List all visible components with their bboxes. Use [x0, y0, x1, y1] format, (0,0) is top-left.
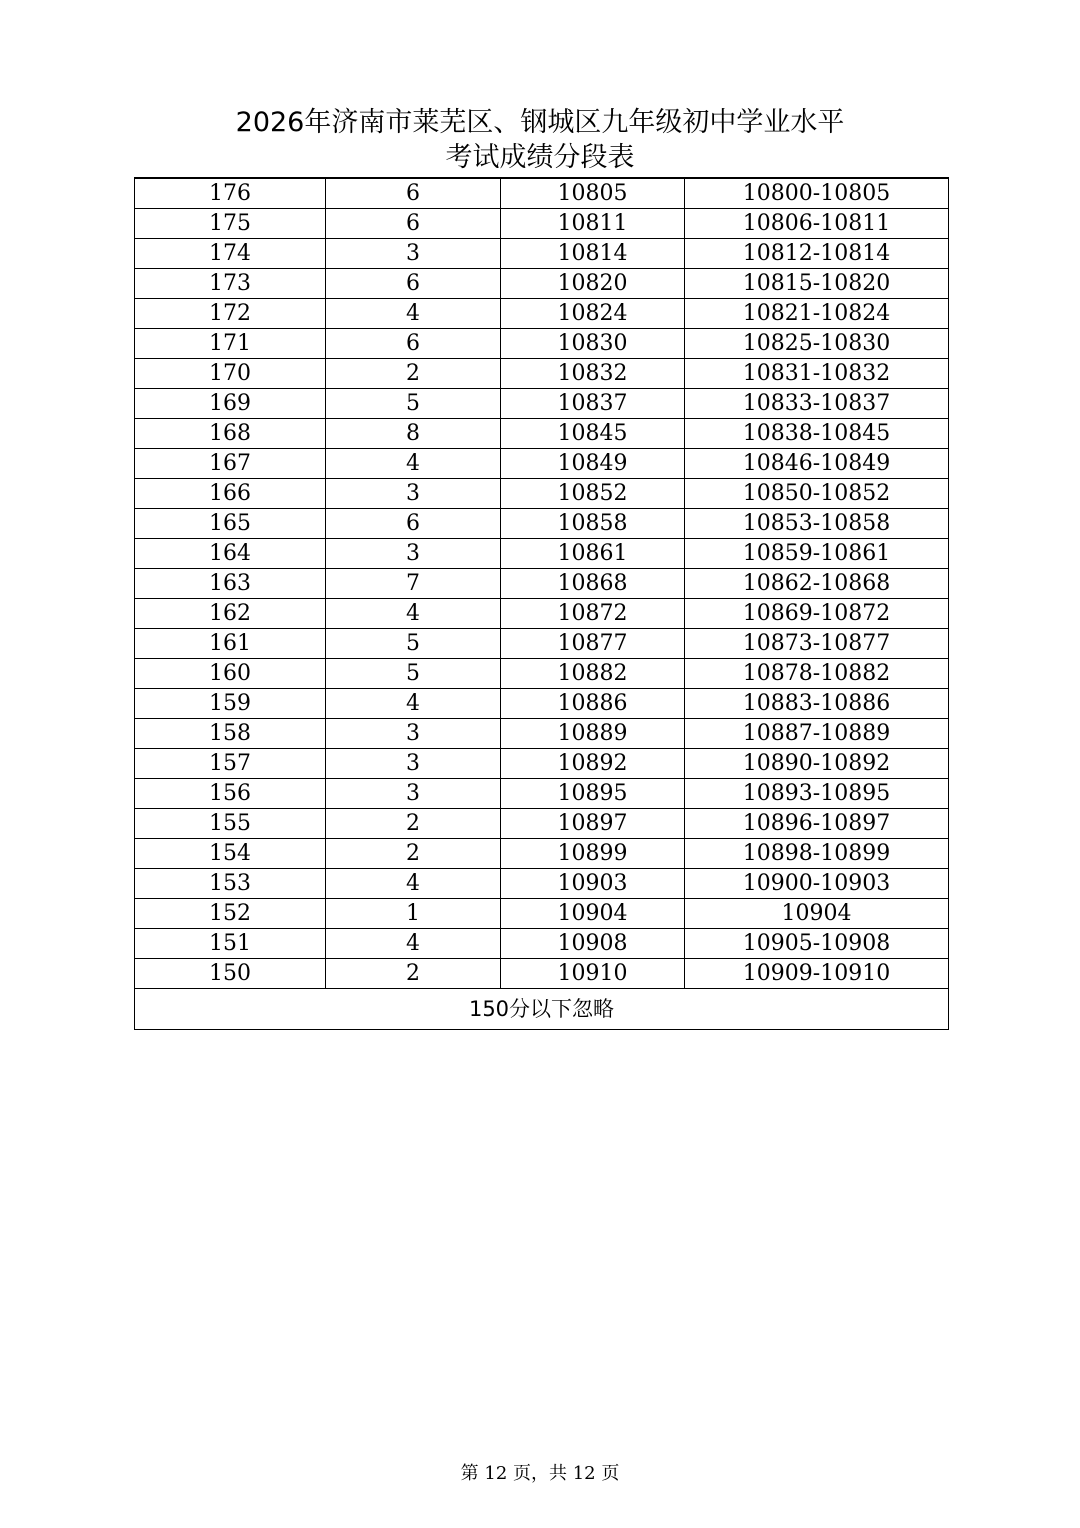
score-cell: 161 — [135, 629, 326, 659]
table-row — [135, 509, 949, 539]
count-cell: 4 — [326, 449, 501, 479]
cumulative-count-cell: 10904 — [501, 899, 685, 929]
rank-range-cell: 10898-10899 — [685, 839, 949, 869]
cumulative-count-cell: 10910 — [501, 959, 685, 989]
rank-range-cell: 10800-10805 — [685, 178, 949, 209]
score-cell: 168 — [135, 419, 326, 449]
table-row — [135, 599, 949, 629]
table-footnote: 150分以下忽略 — [135, 989, 949, 1030]
cumulative-count-cell: 10852 — [501, 479, 685, 509]
score-cell: 171 — [135, 329, 326, 359]
cumulative-count-cell: 10832 — [501, 359, 685, 389]
cumulative-count-cell: 10877 — [501, 629, 685, 659]
table-row — [135, 178, 949, 209]
rank-range-cell: 10846-10849 — [685, 449, 949, 479]
table-row — [135, 299, 949, 329]
count-cell: 5 — [326, 629, 501, 659]
cumulative-count-cell: 10858 — [501, 509, 685, 539]
cumulative-count-cell: 10897 — [501, 809, 685, 839]
count-cell: 1 — [326, 899, 501, 929]
count-cell: 6 — [326, 269, 501, 299]
table-row — [135, 749, 949, 779]
count-cell: 6 — [326, 329, 501, 359]
rank-range-cell: 10896-10897 — [685, 809, 949, 839]
count-cell: 8 — [326, 419, 501, 449]
rank-range-cell: 10900-10903 — [685, 869, 949, 899]
count-cell: 4 — [326, 929, 501, 959]
table-row — [135, 779, 949, 809]
cumulative-count-cell: 10824 — [501, 299, 685, 329]
count-cell: 2 — [326, 839, 501, 869]
cumulative-count-cell: 10837 — [501, 389, 685, 419]
table-body — [135, 178, 949, 1030]
rank-range-cell: 10812-10814 — [685, 239, 949, 269]
rank-range-cell: 10821-10824 — [685, 299, 949, 329]
score-cell: 152 — [135, 899, 326, 929]
cumulative-count-cell: 10908 — [501, 929, 685, 959]
count-cell: 3 — [326, 479, 501, 509]
count-cell: 3 — [326, 719, 501, 749]
table-row — [135, 809, 949, 839]
score-cell: 164 — [135, 539, 326, 569]
score-cell: 172 — [135, 299, 326, 329]
score-cell: 151 — [135, 929, 326, 959]
cumulative-count-cell: 10820 — [501, 269, 685, 299]
rank-range-cell: 10825-10830 — [685, 329, 949, 359]
rank-range-cell: 10833-10837 — [685, 389, 949, 419]
count-cell: 4 — [326, 689, 501, 719]
table-row — [135, 689, 949, 719]
cumulative-count-cell: 10899 — [501, 839, 685, 869]
count-cell: 5 — [326, 659, 501, 689]
rank-range-cell: 10873-10877 — [685, 629, 949, 659]
rank-range-cell: 10838-10845 — [685, 419, 949, 449]
rank-range-cell: 10883-10886 — [685, 689, 949, 719]
cumulative-count-cell: 10892 — [501, 749, 685, 779]
table-row — [135, 869, 949, 899]
cumulative-count-cell: 10895 — [501, 779, 685, 809]
rank-range-cell: 10859-10861 — [685, 539, 949, 569]
score-cell: 160 — [135, 659, 326, 689]
table-row — [135, 479, 949, 509]
document-title-line-2: 考试成绩分段表 — [445, 142, 635, 173]
count-cell: 5 — [326, 389, 501, 419]
rank-range-cell: 10909-10910 — [685, 959, 949, 989]
table-row — [135, 329, 949, 359]
cumulative-count-cell: 10814 — [501, 239, 685, 269]
rank-range-cell: 10890-10892 — [685, 749, 949, 779]
cumulative-count-cell: 10882 — [501, 659, 685, 689]
rank-range-cell: 10850-10852 — [685, 479, 949, 509]
score-cell: 155 — [135, 809, 326, 839]
rank-range-cell: 10905-10908 — [685, 929, 949, 959]
cumulative-count-cell: 10868 — [501, 569, 685, 599]
rank-range-cell: 10878-10882 — [685, 659, 949, 689]
score-cell: 150 — [135, 959, 326, 989]
count-cell: 3 — [326, 239, 501, 269]
count-cell: 7 — [326, 569, 501, 599]
count-cell: 3 — [326, 779, 501, 809]
score-cell: 173 — [135, 269, 326, 299]
score-cell: 166 — [135, 479, 326, 509]
rank-range-cell: 10869-10872 — [685, 599, 949, 629]
table-row — [135, 839, 949, 869]
table-row — [135, 569, 949, 599]
score-cell: 167 — [135, 449, 326, 479]
table-row — [135, 659, 949, 689]
count-cell: 3 — [326, 749, 501, 779]
table-row — [135, 359, 949, 389]
rank-range-cell: 10806-10811 — [685, 209, 949, 239]
rank-range-cell: 10893-10895 — [685, 779, 949, 809]
page-number-footer: 第 12 页，共 12 页 — [460, 1463, 620, 1484]
table-row — [135, 449, 949, 479]
table-row — [135, 629, 949, 659]
rank-range-cell: 10862-10868 — [685, 569, 949, 599]
cumulative-count-cell: 10805 — [501, 178, 685, 209]
count-cell: 2 — [326, 359, 501, 389]
score-cell: 153 — [135, 869, 326, 899]
rank-range-cell: 10853-10858 — [685, 509, 949, 539]
rank-range-cell: 10831-10832 — [685, 359, 949, 389]
table-row — [135, 419, 949, 449]
score-cell: 170 — [135, 359, 326, 389]
score-cell: 159 — [135, 689, 326, 719]
score-cell: 175 — [135, 209, 326, 239]
table-row — [135, 389, 949, 419]
score-cell: 154 — [135, 839, 326, 869]
count-cell: 6 — [326, 209, 501, 239]
rank-range-cell: 10904 — [685, 899, 949, 929]
count-cell: 4 — [326, 869, 501, 899]
rank-range-cell: 10815-10820 — [685, 269, 949, 299]
score-cell: 176 — [135, 178, 326, 209]
table-row — [135, 959, 949, 989]
cumulative-count-cell: 10861 — [501, 539, 685, 569]
table-row — [135, 539, 949, 569]
table-footnote-row — [135, 989, 949, 1030]
table-row — [135, 269, 949, 299]
rank-range-cell: 10887-10889 — [685, 719, 949, 749]
count-cell: 6 — [326, 509, 501, 539]
cumulative-count-cell: 10830 — [501, 329, 685, 359]
document-title-line-1: 2026年济南市莱芜区、钢城区九年级初中学业水平 — [235, 107, 845, 138]
score-cell: 158 — [135, 719, 326, 749]
count-cell: 4 — [326, 599, 501, 629]
score-cell: 157 — [135, 749, 326, 779]
table-row — [135, 239, 949, 269]
score-cell: 174 — [135, 239, 326, 269]
count-cell: 2 — [326, 959, 501, 989]
cumulative-count-cell: 10872 — [501, 599, 685, 629]
table-row — [135, 899, 949, 929]
score-cell: 162 — [135, 599, 326, 629]
score-cell: 165 — [135, 509, 326, 539]
score-cell: 156 — [135, 779, 326, 809]
cumulative-count-cell: 10849 — [501, 449, 685, 479]
cumulative-count-cell: 10886 — [501, 689, 685, 719]
count-cell: 2 — [326, 809, 501, 839]
count-cell: 4 — [326, 299, 501, 329]
score-distribution-table — [134, 177, 949, 1030]
table-row — [135, 719, 949, 749]
cumulative-count-cell: 10903 — [501, 869, 685, 899]
count-cell: 6 — [326, 178, 501, 209]
table-row — [135, 929, 949, 959]
cumulative-count-cell: 10889 — [501, 719, 685, 749]
score-cell: 163 — [135, 569, 326, 599]
cumulative-count-cell: 10811 — [501, 209, 685, 239]
count-cell: 3 — [326, 539, 501, 569]
cumulative-count-cell: 10845 — [501, 419, 685, 449]
table-row — [135, 209, 949, 239]
score-cell: 169 — [135, 389, 326, 419]
